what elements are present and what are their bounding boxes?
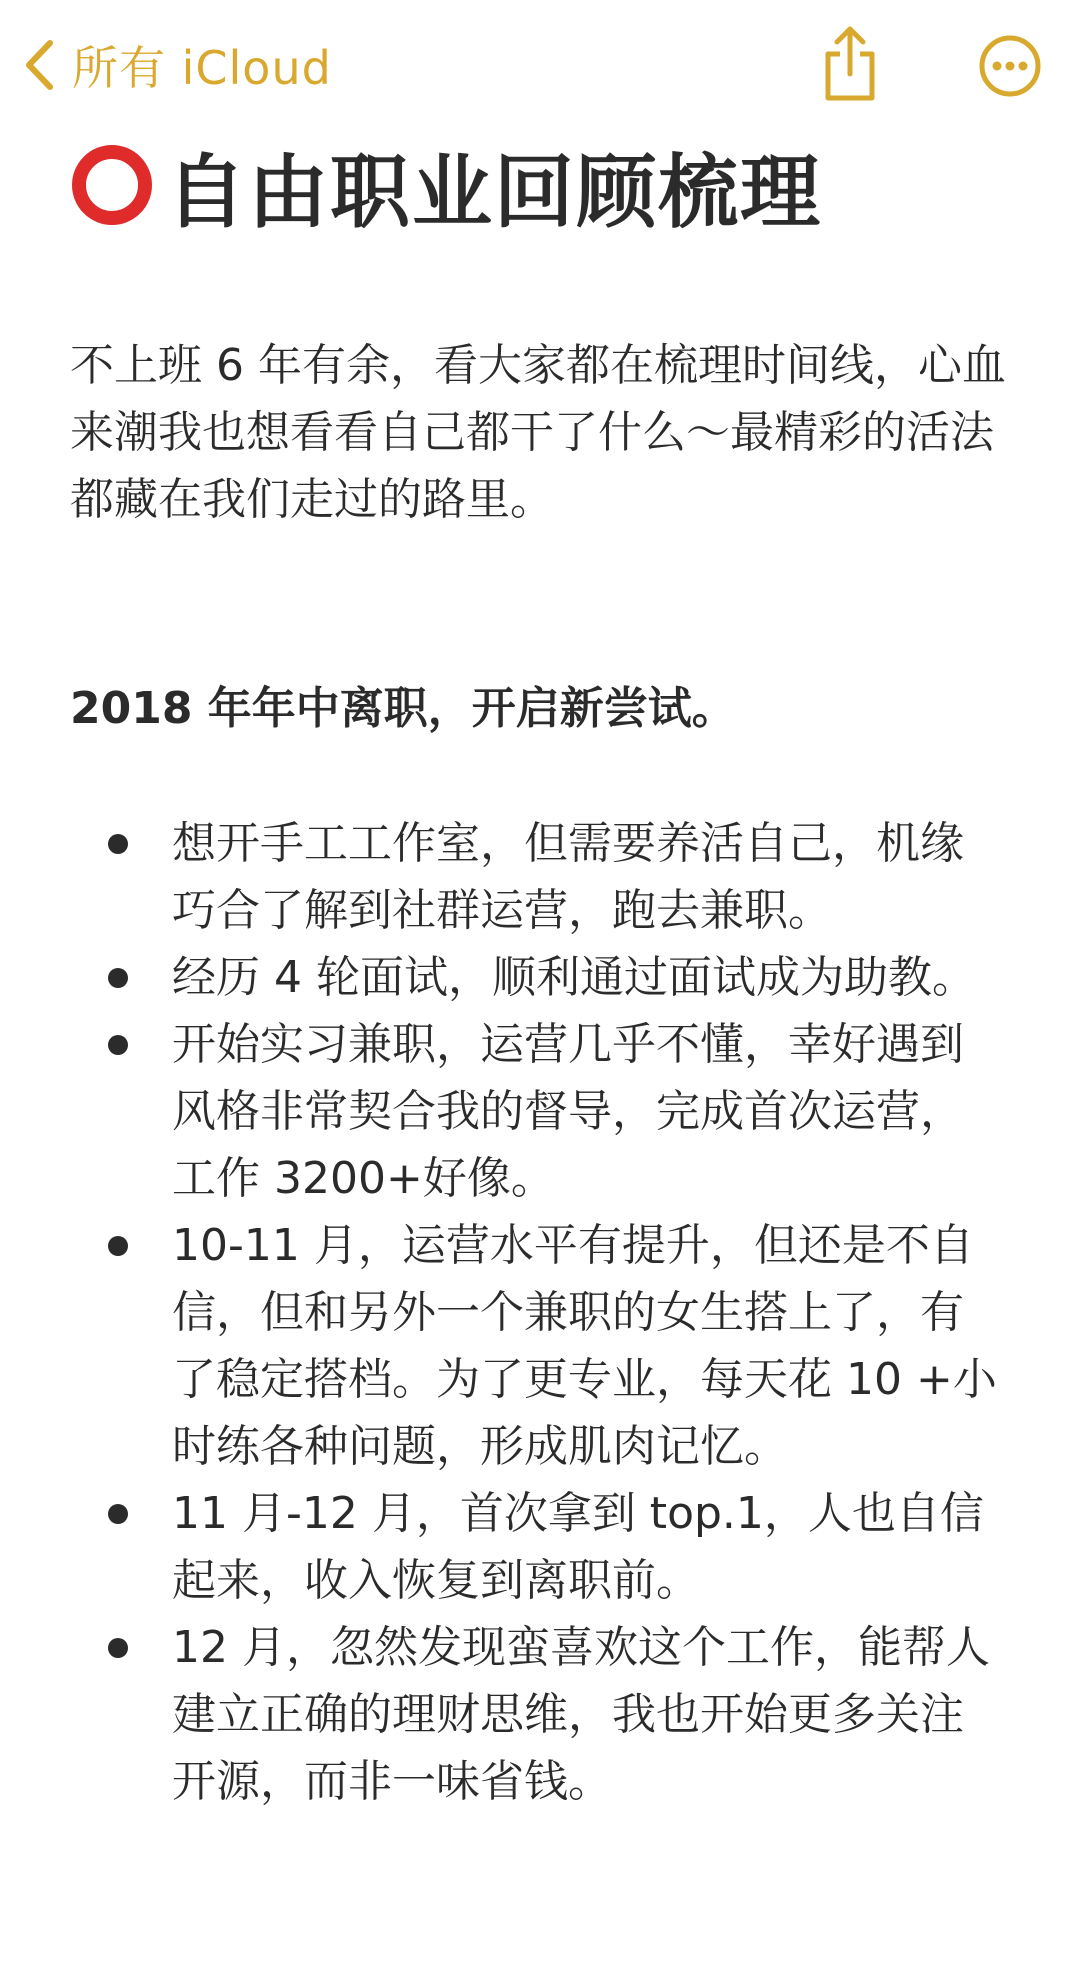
red-circle-icon — [70, 143, 154, 227]
back-button[interactable] — [24, 30, 332, 100]
ellipsis-circle-icon — [978, 34, 1042, 98]
note-intro-paragraph: 不上班 6 年有余，看大家都在梳理时间线，心血来潮我也想看看自己都干了什么～最精彩的活法都藏在我们走过的路里。 — [70, 340, 1006, 525]
share-button[interactable] — [820, 24, 880, 104]
section-heading: 2018 年年中离职，开启新尝试。 — [70, 683, 736, 734]
list-item: 想开手工工作室，但需要养活自己，机缘巧合了解到社群运营，跑去兼职。 — [0, 810, 1002, 944]
list-item: 经历 4 轮面试，顺利通过面试成为助教。 — [0, 944, 1002, 1011]
back-button-label: 所有 iCloud — [72, 41, 332, 95]
note-title-text: 自由职业回顾梳理 — [166, 145, 822, 239]
list-item: 12 月，忽然发现蛮喜欢这个工作，能帮人建立正确的理财思维，我也开始更多关注开源，而非一味省钱。 — [0, 1614, 1002, 1815]
bullet-list — [0, 810, 1080, 1815]
note-title — [70, 135, 822, 239]
navigation-bar — [0, 0, 1080, 130]
share-icon — [820, 24, 880, 104]
list-item: 11 月-12 月，首次拿到 top.1，人也自信起来，收入恢复到离职前。 — [0, 1480, 1002, 1614]
more-options-button[interactable] — [978, 34, 1042, 98]
list-item: 开始实习兼职，运营几乎不懂，幸好遇到风格非常契合我的督导，完成首次运营，工作 3200+好像。 — [0, 1011, 1002, 1212]
list-item: 10-11 月，运营水平有提升，但还是不自信，但和另外一个兼职的女生搭上了，有了稳定搭档。为了更专业，每天花 10 +小时练各种问题，形成肌肉记忆。 — [0, 1212, 1002, 1480]
chevron-left-icon — [24, 39, 54, 91]
